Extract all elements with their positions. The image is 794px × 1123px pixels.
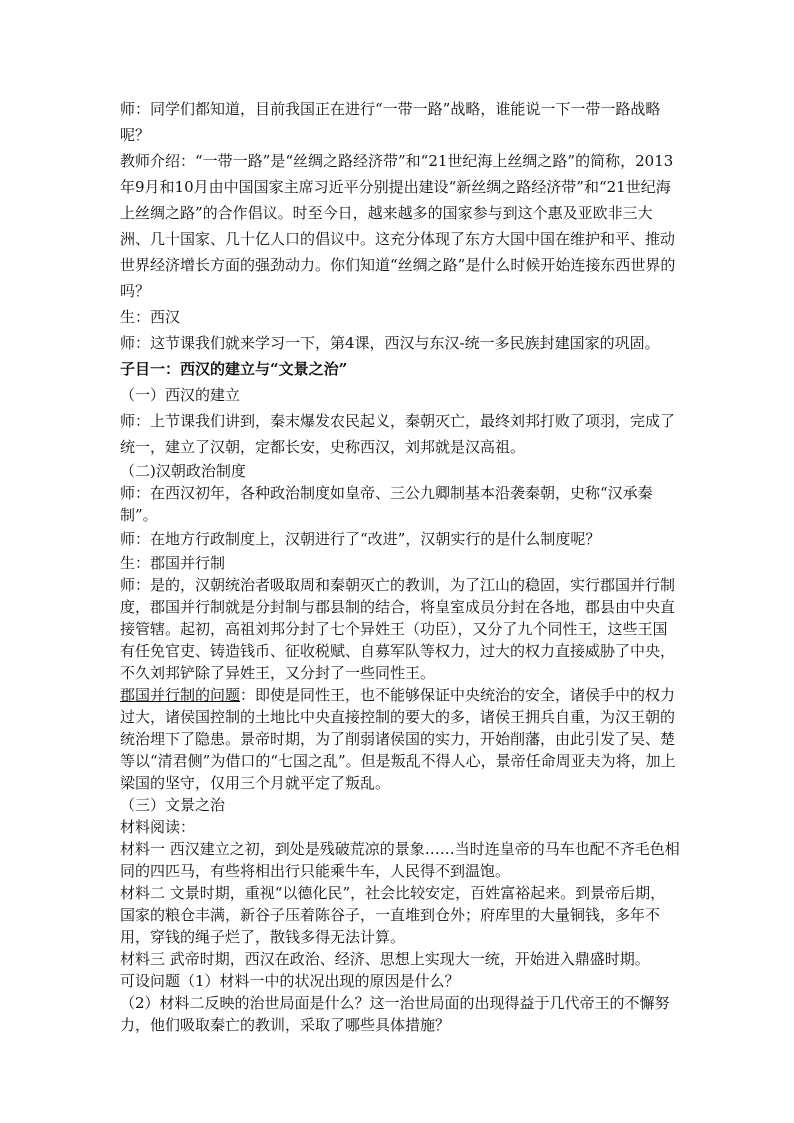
paragraph-commandery-problem (120, 684, 680, 794)
subsection-heading-2: （二)汉朝政治制度 (120, 462, 246, 480)
paragraph-local-admin-question: 师：在地方行政制度上，汉朝进行了“改进”，汉朝实行的是什么制度呢？ (120, 530, 601, 548)
subsection-heading-3: （三）文景之治 (120, 796, 226, 814)
paragraph-question-1: 可设问题（1）材料一中的状况出现的原因是什么？ (120, 972, 460, 990)
document-body (120, 96, 680, 1036)
paragraph-commandery-system: 师：是的，汉朝统治者吸取周和秦朝灭亡的教训，为了江山的稳固，实行郡国并行制度，郡国并行制就是分封制与郡县制的结合，将皇室成员分封在各地，郡县由中央直接管辖。起初，高祖刘邦分封了七个异姓王（功臣），又分了九个同性王，这些王国有任免官吏、铸造钱币、征收税赋、自募军队等权力，过大的权力直接威胁了中央，不久刘邦铲除了异姓王，又分封了一些同性王。 (120, 576, 676, 682)
commandery-problem-text: ：即使是同性王，也不能够保证中央统治的安全，诸侯手中的权力过大，诸侯国控制的土地比中央直接控制的要大的多，诸侯王拥兵自重，为汉王朝的统治埋下了隐患。景帝时期，为了削弱诸侯国的实力，开始削藩，由此引发了吴、楚等以“清君侧”为借口的“七国之乱”。但是叛乱不得人心，景帝任命周亚夫为将，加上梁国的坚守，仅用三个月就平定了叛乱。 (120, 686, 676, 792)
subsection-heading-1: （一）西汉的建立 (120, 386, 241, 404)
paragraph-teacher-intro: 教师介绍：“一带一路”是“丝绸之路经济带”和“21世纪海上丝绸之路”的简称，2013年9月和10月由中国国家主席习近平分别提出建设“新丝绸之路经济带”和“21世纪海上丝绸之路”的合作倡议。时至今日，越来越多的国家参与到这个惠及亚欧非三大洲、几十国家、几十亿人口的倡议中。这充分体现了东方大国中国在维护和平、推动世界经济增长方面的强劲动力。你们知道“丝绸之路”是什么时候开始连接东西世界的吗？ (120, 152, 676, 300)
paragraph-material-1: 材料一 西汉建立之初，到处是残破荒凉的景象……当时连皇帝的马车也配不齐毛色相同的四匹马，有些将相出行只能乘牛车，人民得不到温饱。 (120, 840, 680, 880)
commandery-problem-label: 郡国并行制的问题 (120, 686, 241, 704)
paragraph-teacher-question: 师：同学们都知道，目前我国正在进行“一带一路”战略，谁能说一下一带一路战略呢？ (120, 100, 661, 144)
paragraph-student-answer: 生：西汉 (120, 308, 181, 326)
paragraph-lesson-intro: 师：这节课我们就来学习一下，第4课，西汉与东汉-统一多民族封建国家的巩固。 (120, 334, 660, 352)
paragraph-student-answer-2: 生：郡国并行制 (120, 554, 226, 572)
paragraph-west-han-founding: 师：上节课我们讲到，秦末爆发农民起义，秦朝灭亡，最终刘邦打败了项羽，完成了统一，建立了汉朝，定都长安，史称西汉，刘邦就是汉高祖。 (120, 412, 676, 456)
paragraph-material-2: 材料二 文景时期，重视“以德化民”，社会比较安定，百姓富裕起来。到景帝后期，国家的粮仓丰满，新谷子压着陈谷子，一直堆到仓外；府库里的大量铜钱，多年不用，穿钱的绳子烂了，散钱多得无法计算。 (120, 884, 666, 946)
paragraph-material-3: 材料三 武帝时期，西汉在政治、经济、思想上实现大一统，开始进入鼎盛时期。 (120, 950, 650, 968)
paragraph-han-system: 师：在西汉初年，各种政治制度如皇帝、三公九卿制基本沿袭秦朝，史称“汉承秦制”。 (120, 484, 653, 524)
paragraph-material-reading: 材料阅读： (120, 818, 196, 836)
section-heading: 子目一：西汉的建立与“文景之治” (120, 360, 348, 378)
paragraph-question-2: （2）材料二反映的治世局面是什么？这一治世局面的出现得益于几代帝王的不懈努力，他们吸取秦亡的教训，采取了哪些具体措施？ (120, 994, 670, 1034)
